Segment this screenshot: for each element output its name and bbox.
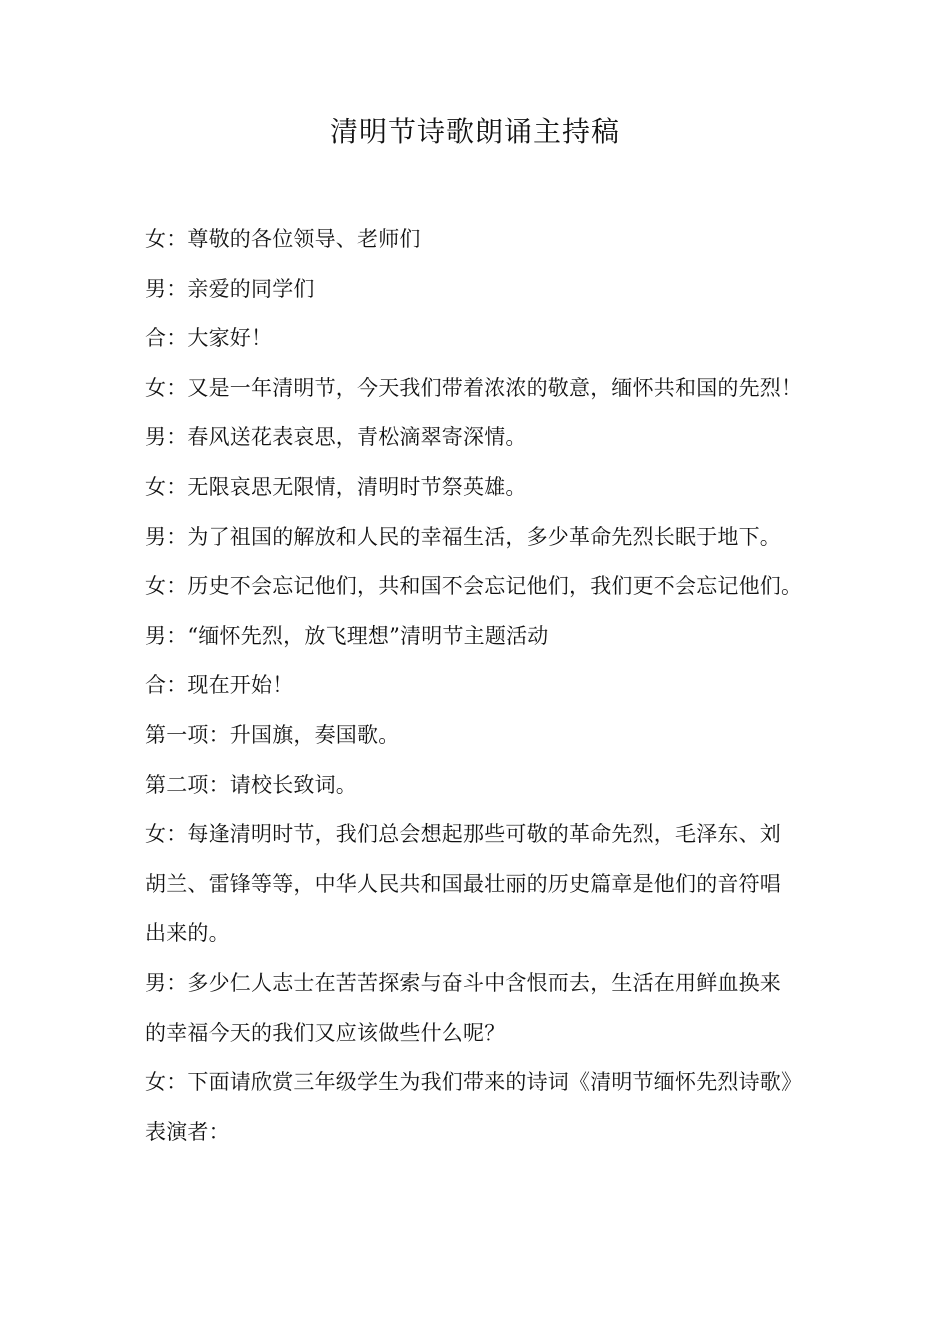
script-line: 女：又是一年清明节，今天我们带着浓浓的敬意，缅怀共和国的先烈！ <box>145 375 803 400</box>
agenda-item: 第二项：请校长致词。 <box>145 772 357 797</box>
script-line-continuation: 胡兰、雷锋等等，中华人民共和国最壮丽的历史篇章是他们的音符唱 <box>145 871 781 896</box>
script-line: 合：现在开始！ <box>145 673 294 698</box>
script-line: 男：亲爱的同学们 <box>145 276 315 301</box>
script-line-continuation: 表演者： <box>145 1119 230 1144</box>
script-line: 男：“缅怀先烈，放飞理想”清明节主题活动 <box>145 623 549 648</box>
agenda-item: 第一项：升国旗，奏国歌。 <box>145 722 400 747</box>
script-line: 女：下面请欣赏三年级学生为我们带来的诗词《清明节缅怀先烈诗歌》 <box>145 1070 803 1095</box>
script-line: 女：尊敬的各位领导、老师们 <box>145 227 421 251</box>
script-line: 女：每逢清明时节，我们总会想起那些可敬的革命先烈，毛泽东、刘 <box>145 822 781 847</box>
script-line: 男：多少仁人志士在苦苦探索与奋斗中含恨而去，生活在用鲜血换来 <box>145 970 781 995</box>
script-line-continuation: 出来的。 <box>145 921 230 946</box>
script-line-continuation: 的幸福今天的我们又应该做些什么呢？ <box>145 1020 506 1045</box>
script-line: 男：春风送花表哀思，青松滴翠寄深情。 <box>145 425 527 450</box>
script-line: 合：大家好！ <box>145 326 273 351</box>
document-title: 清明节诗歌朗诵主持稿 <box>329 115 620 148</box>
script-line: 女：无限哀思无限情，清明时节祭英雄。 <box>145 474 527 499</box>
script-line: 女：历史不会忘记他们，共和国不会忘记他们，我们更不会忘记他们。 <box>145 574 803 599</box>
script-line: 男：为了祖国的解放和人民的幸福生活，多少革命先烈长眠于地下。 <box>145 524 781 549</box>
script-body <box>145 215 810 1157</box>
